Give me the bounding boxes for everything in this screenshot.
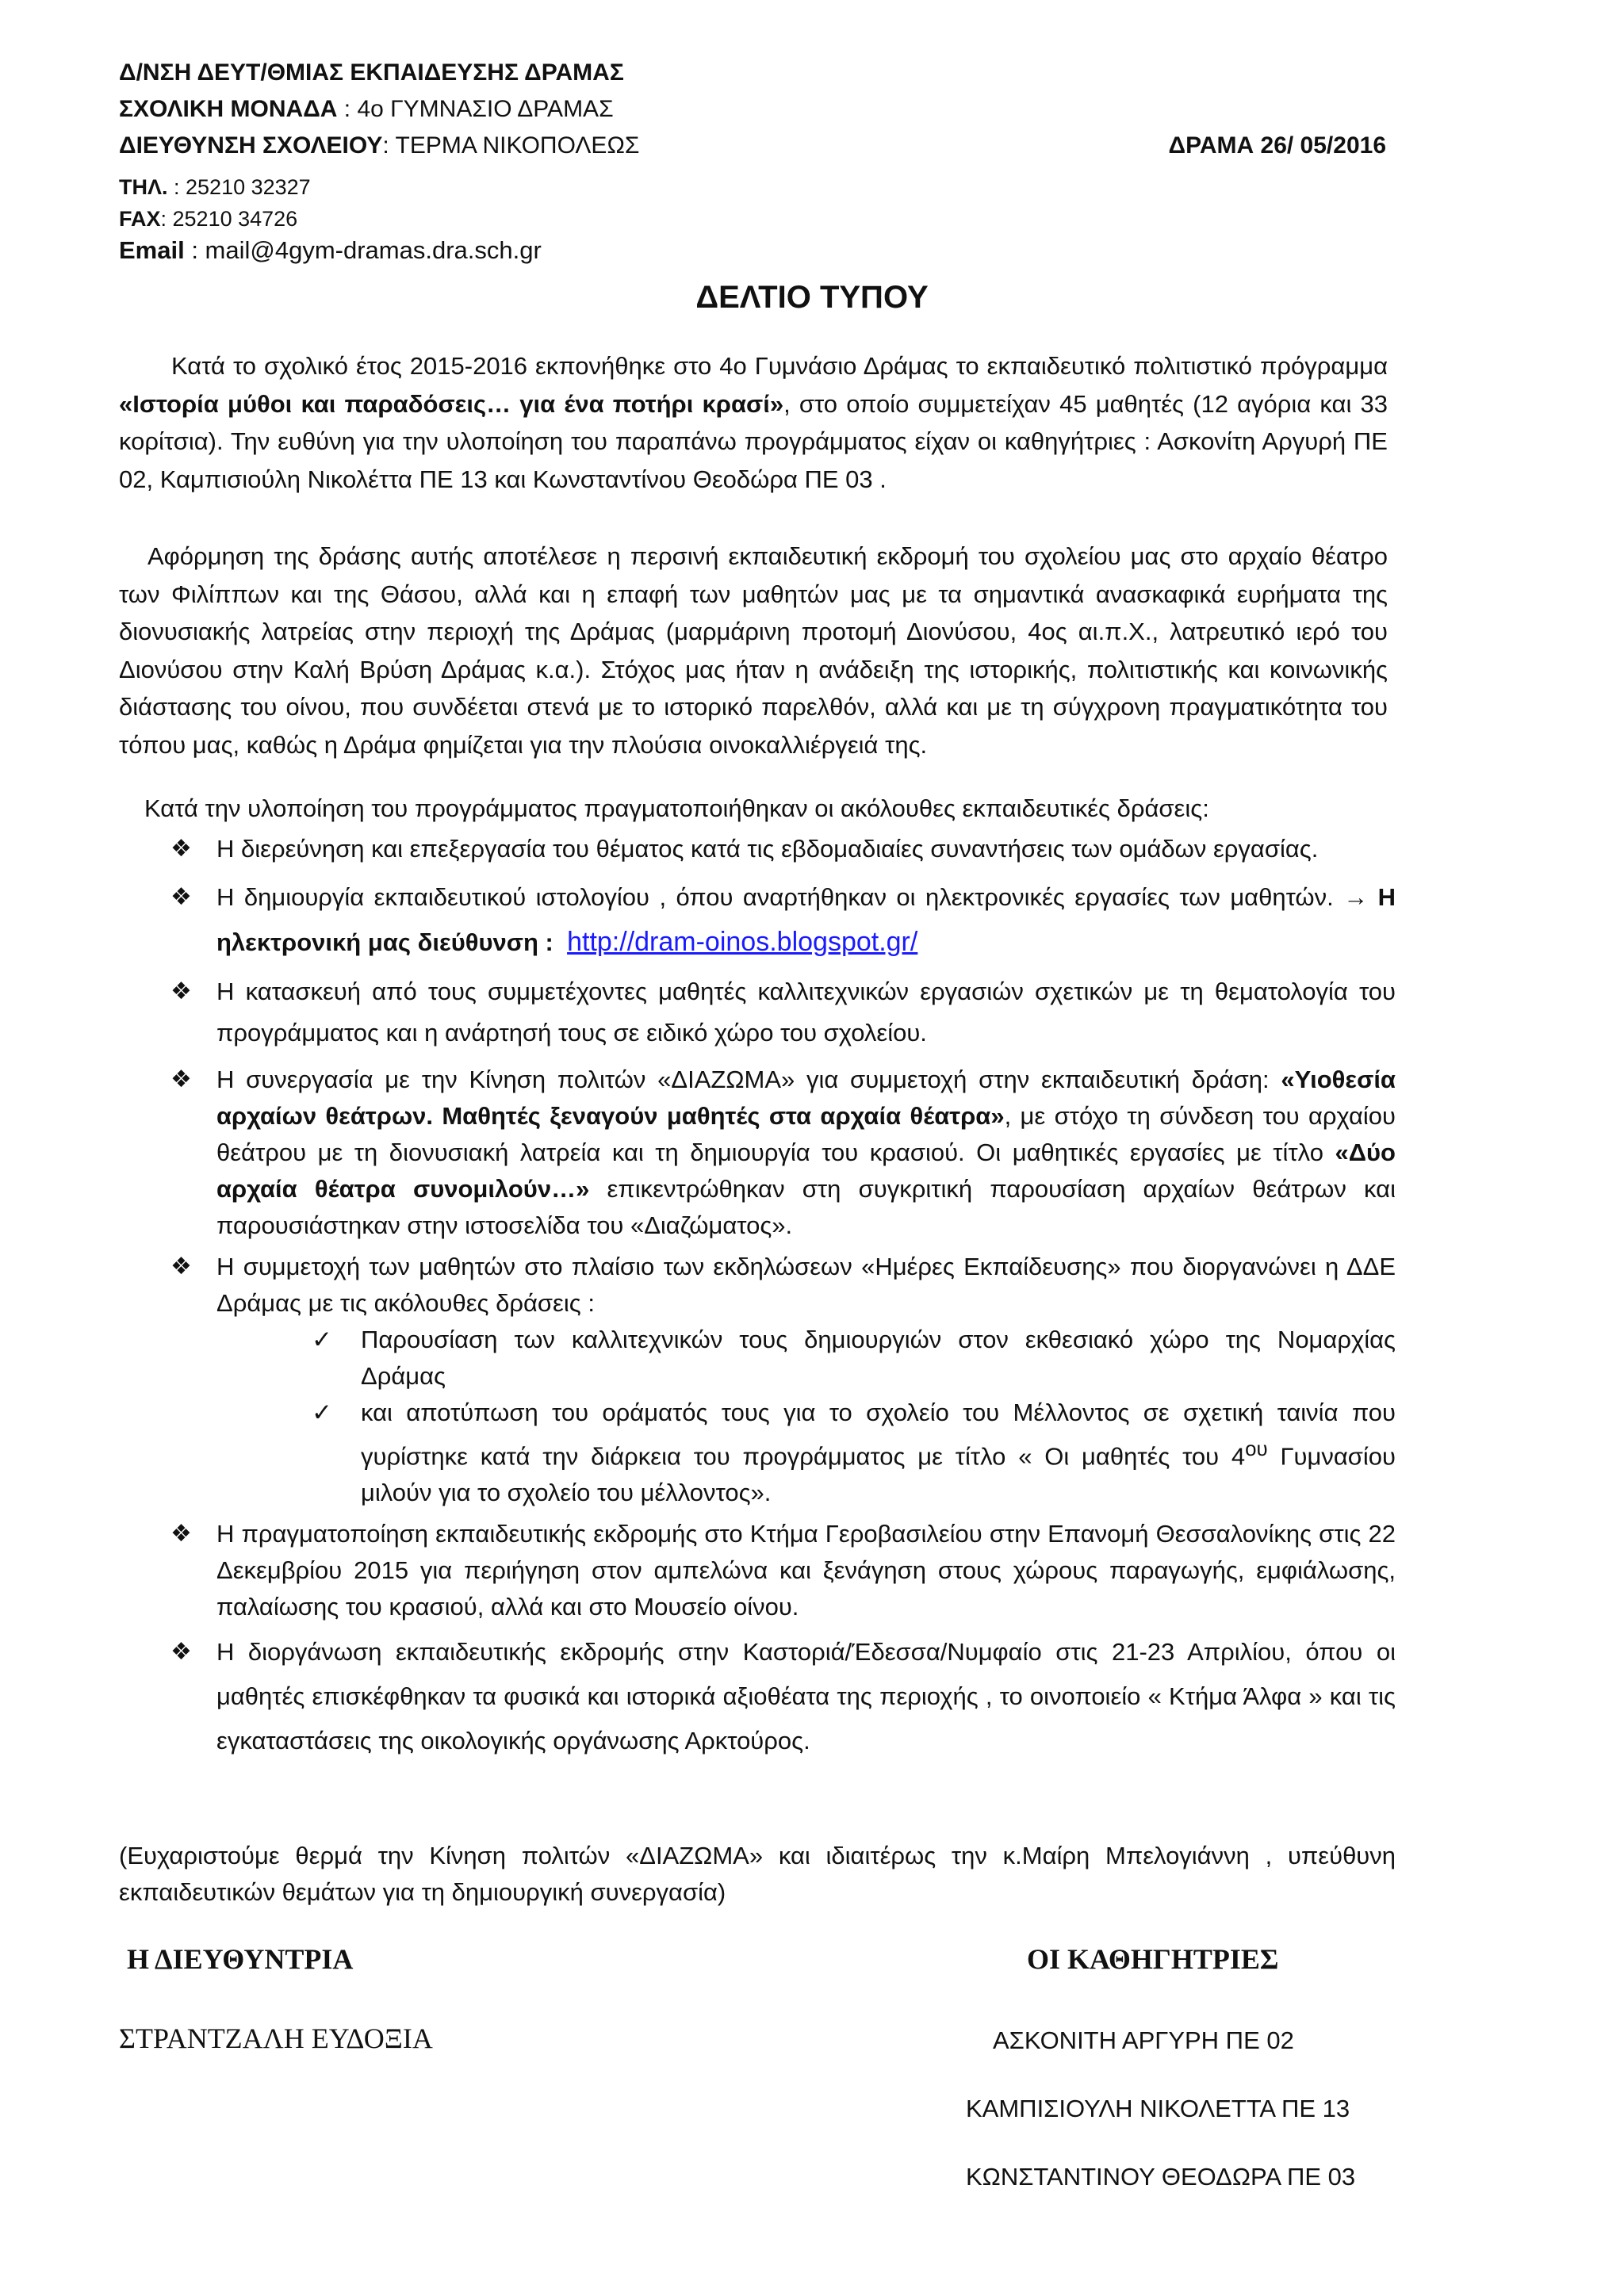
teachers-title: ΟΙ ΚΑΘΗΓΗΤΡΙΕΣ bbox=[1027, 1943, 1279, 1975]
director-title: Η ΔΙΕΥΘΥΝΤΡΙΑ bbox=[127, 1943, 354, 1975]
phone-line: ΤΗΛ. : 25210 32327 bbox=[119, 175, 311, 199]
school-unit-line: ΣΧΟΛΙΚΗ ΜΟΝΑΔΑ : 4ο ΓΥΜΝΑΣΙΟ ΔΡΑΜΑΣ bbox=[119, 96, 614, 122]
sub-actions-list bbox=[216, 1322, 1396, 1511]
teacher-name: ΚΩΝΣΤΑΝΤΙΝΟΥ ΘΕΟΔΩΡΑ ΠΕ 03 bbox=[966, 2163, 1356, 2191]
diamond-bullet-icon: ❖ bbox=[170, 1521, 192, 1548]
actions-intro: Κατά την υλοποίηση του προγράμματος πραγματοποιήθηκαν οι ακόλουθες εκπαιδευτικές δράσεις: bbox=[144, 794, 1209, 822]
list-item: ❖ Η συμμετοχή των μαθητών στο πλαίσιο των εκδηλώσεων «Ημέρες Εκπαίδευσης» που διοργανώνει η ΔΔΕ Δράμας με τις ακόλουθες δράσεις : ✓ Παρουσίαση των καλλιτεχνικών τους δημιουργιών στον εκθεσιακό χώρο της Νομαρχίας Δράμας ✓ και αποτύπωση του οράματός τους για το σχολείο του Μέλλοντος σε σχετική ταινία που γυρίστηκε κατά την διάρκεια του προγράμματος με τίτλο « Οι μαθητές του $4^{o\upsilon}$ Γυμνασίου μιλούν για το σχολείο του μέλλοντος». bbox=[170, 1249, 1396, 1511]
acknowledgement-text: (Ευχαριστούμε θερμά την Κίνηση πολιτών «ΔΙΑΖΩΜΑ» και ιδιαιτέρως την κ.Μαίρη Μπελογιάννη , υπεύθυνη εκπαιδευτικών θεμάτων για τη δημιουργική συνεργασία) bbox=[119, 1842, 1396, 1906]
diamond-bullet-icon: ❖ bbox=[170, 884, 192, 910]
diamond-bullet-icon: ❖ bbox=[170, 1639, 192, 1666]
list-item: ❖ Η διερεύνηση και επεξεργασία του θέματος κατά τις εβδομαδιαίες συναντήσεις των ομάδων εργασίας. bbox=[170, 831, 1396, 867]
list-item: ❖ Η συνεργασία με την Κίνηση πολιτών «ΔΙΑΖΩΜΑ» για συμμετοχή στην εκπαιδευτική δράση: «Υιοθεσία αρχαίων θεάτρων. Μαθητές ξεναγούν μαθητές στα αρχαία θέατρα», με στόχο τη σύνδεση του αρχαίου θεάτρου με τη διονυσιακή λατρεία και τη δημιουργία του κρασιού. Οι μαθητικές εργασίες με τίτλο «Δύο αρχαία θέατρα συνομιλούν…» επικεντρώθηκαν στη συγκριτική παρουσίαση αρχαίων θεάτρων και παρουσιάστηκαν στην ιστοσελίδα του «Διαζώματος». bbox=[170, 1062, 1396, 1244]
check-mark-icon: ✓ bbox=[312, 1399, 332, 1426]
email-line: Email : mail@4gym-dramas.dra.sch.gr bbox=[119, 236, 542, 264]
director-name: ΣΤΡΑΝΤΖΑΛΗ ΕΥΔΟΞΙΑ bbox=[119, 2022, 433, 2054]
list-item: ❖ Η πραγματοποίηση εκπαιδευτικής εκδρομής στο Κτήμα Γεροβασιλείου στην Επανομή Θεσσαλονίκης στις 22 Δεκεμβρίου 2015 για περιήγηση στον αμπελώνα και ξενάγηση στους χώρους παραγωγής, εμφιάλωσης, παλαίωσης του κρασιού, αλλά και στο Μουσείο οίνου. bbox=[170, 1516, 1396, 1625]
document-title: ΔΕΛΤΙΟ ΤΥΠΟΥ bbox=[695, 280, 929, 315]
school-address-line: ΔΙΕΥΘΥΝΣΗ ΣΧΟΛΕΙΟΥ: ΤΕΡΜΑ ΝΙΚΟΠΟΛΕΩΣ bbox=[119, 132, 640, 159]
diamond-bullet-icon: ❖ bbox=[170, 836, 192, 862]
fax-line: FAX: 25210 34726 bbox=[119, 207, 298, 231]
teacher-name: ΑΣΚΟΝΙΤΗ ΑΡΓΥΡΗ ΠΕ 02 bbox=[993, 2026, 1294, 2054]
document-date: ΔΡΑΜΑ 26/ 05/2016 bbox=[1168, 132, 1386, 159]
sub-list-item: ✓ και αποτύπωση του οράματός τους για το σχολείο του Μέλλοντος σε σχετική ταινία που γυρίστηκε κατά την διάρκεια του προγράμματος με τίτλο « Οι μαθητές του $4^{o\upsilon}$ Γυμνασίου μιλούν για το σχολείο του μέλλοντος». bbox=[312, 1395, 1396, 1511]
teacher-name: ΚΑΜΠΙΣΙΟΥΛΗ ΝΙΚΟΛΕΤΤΑ ΠΕ 13 bbox=[966, 2095, 1350, 2122]
list-item: ❖ Η διοργάνωση εκπαιδευτικής εκδρομής στην Καστοριά/Έδεσσα/Νυμφαίο στις 21-23 Απριλίου, όπου οι μαθητές επισκέφθηκαν τα φυσικά και ιστορικά αξιοθέατα της περιοχής , το οινοποιείο « Κτήμα Άλφα » και τις εγκαταστάσεις της οικολογικής οργάνωσης Αρκτούρος. bbox=[170, 1630, 1396, 1763]
actions-list bbox=[170, 831, 1396, 1763]
intro-paragraph: Κατά το σχολικό έτος 2015-2016 εκπονήθηκε στο 4ο Γυμνάσιο Δράμας το εκπαιδευτικό πολιτιστικό πρόγραμμα «Ιστορία μύθοι και παραδόσεις… για ένα ποτήρι κρασί», στο οποίο συμμετείχαν 45 μαθητές (12 αγόρια και 33 κορίτσια). Την ευθύνη για την υλοποίηση του παραπάνω προγράμματος είχαν οι καθηγήτριες : Ασκονίτη Αργυρή ΠΕ 02, Καμπισιούλη Νικολέττα ΠΕ 13 και Κωνσταντίνου Θεοδώρα ΠΕ 03 . bbox=[119, 352, 1388, 493]
right-arrow-icon: → bbox=[1343, 883, 1369, 911]
directorate-line: Δ/ΝΣΗ ΔΕΥΤ/ΘΜΙΑΣ ΕΚΠΑΙΔΕΥΣΗΣ ΔΡΑΜΑΣ bbox=[119, 59, 624, 86]
list-item: ❖ Η δημιουργία εκπαιδευτικού ιστολογίου , όπου αναρτήθηκαν οι ηλεκτρονικές εργασίες των μαθητών. → Η ηλεκτρονική μας διεύθυνση : http://dram-oinos.blogspot.gr/ bbox=[170, 875, 1396, 965]
sub-list-item: ✓ Παρουσίαση των καλλιτεχνικών τους δημιουργιών στον εκθεσιακό χώρο της Νομαρχίας Δράμας bbox=[312, 1322, 1396, 1395]
diamond-bullet-icon: ❖ bbox=[170, 1253, 192, 1280]
check-mark-icon: ✓ bbox=[312, 1326, 332, 1353]
diamond-bullet-icon: ❖ bbox=[170, 978, 192, 1004]
diamond-bullet-icon: ❖ bbox=[170, 1066, 192, 1093]
motivation-paragraph: Αφόρμηση της δράσης αυτής αποτέλεσε η περσινή εκπαιδευτική εκδρομή του σχολείου μας στο αρχαίο θέατρο των Φιλίππων και της Θάσου, αλλά και η επαφή των μαθητών μας με τα σημαντικά ανασκαφικά ευρήματα της διονυσιακής λατρείας στην περιοχή της Δράμας (μαρμάρινη προτομή Διονύσου, 4ος αι.π.Χ., λατρευτικό ιερό του Διονύσου στην Καλή Βρύση Δράμας κ.α.). Στόχος μας ήταν η ανάδειξη της ιστορικής, πολιτιστικής και κοινωνικής διάστασης του οίνου, που συνδέεται στενά με το ιστορικό παρελθόν, αλλά και με τη σύγχρονη πραγματικότητα του τόπου μας, καθώς η Δράμα φημίζεται για την πλούσια οινοκαλλιέργειά της. bbox=[119, 542, 1388, 759]
blog-link[interactable]: http://dram-oinos.blogspot.gr/ bbox=[567, 927, 918, 957]
list-item: ❖ Η κατασκευή από τους συμμετέχοντες μαθητές καλλιτεχνικών εργασιών σχετικών με τη θεματολογία του προγράμματος και η ανάρτησή τους σε ειδικό χώρο του σχολείου. bbox=[170, 971, 1396, 1054]
